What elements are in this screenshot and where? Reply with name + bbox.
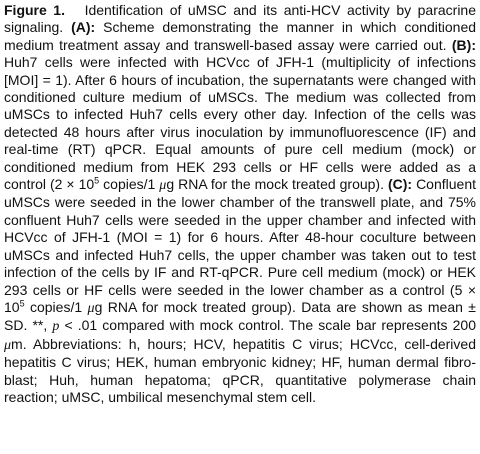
panel-c-text-scale: < .01 compared with mock control. The scale bar represents 200: [59, 317, 476, 334]
panel-c-text-stats: g RNA for mock treated group). Data are shown as mean ± SD. **,: [4, 298, 476, 334]
abbreviations-text: Abbreviations: h, hours; HCV, hepatitis C virus; HCVcc, cell-derived hepatitis C virus; HEK, human embryonic kidney; HF, human dermal fibroblast; Huh, human hepatoma; qPCR, quantitative polymerase chain reaction; uMSC, umbilical mesenchymal stem cell.: [4, 335, 476, 405]
panel-a-text: Scheme demonstrating the manner in which conditioned medium treatment assay and transwell-based assay were carried out.: [4, 19, 477, 53]
panel-c-text-cont: copies/1: [24, 298, 88, 315]
panel-c-text-end: m.: [11, 335, 27, 352]
panel-b-label: (B):: [451, 36, 476, 53]
panel-c-um-symbol: μ: [4, 337, 12, 353]
panel-b-exponent: 5: [94, 175, 100, 186]
panel-b-text: Huh7 cells were infected with HCVcc of JFH-1 (multiplicity of infections [MOI] = 1). After 6 hours of incubation, the supernatants were changed with conditioned culture medium of uMSCs. The medium was collected from uMSCs to infected Huh7 cells every other day. Infection of the cells was detected 48 hours after virus inoculation by immunofluorescence (IF) and real-time (RT) qPCR. Equal amounts of pure cell medium (mock) or conditioned medium from HEK 293 cells or HF cells were added as a control (2 × 10: [4, 54, 476, 193]
panel-b-text-cont: copies/1: [99, 176, 160, 193]
panel-b-mu-symbol: μ: [159, 178, 167, 194]
p-value-symbol: p: [52, 319, 60, 335]
panel-c-label: (C):: [387, 176, 413, 193]
panel-c-exponent: 5: [19, 298, 25, 309]
panel-b-text-end: g RNA for the mock treated group).: [166, 176, 384, 193]
figure-label: Figure 1.: [4, 2, 65, 18]
panel-c-text: Confluent uMSCs were seeded in the lower chamber of the transwell plate, and 75% confluent Huh7 cells were seeded in the upper chamber and infected with HCVcc of JFH-1 (MOI = 1) for 6 hours. After 48-hour coculture between uMSCs and infected Huh7 cells, the upper chamber was taken out to test infection of the cells by IF and RT-qPCR. Pure cell medium (mock) or HEK 293 cells or HF cells were seeded in the lower chamber as a control (5 × 10: [4, 176, 476, 315]
panel-a-label: (A):: [71, 19, 96, 36]
caption-title: Identification of uMSC and its anti-HCV activity by paracrine signaling.: [4, 2, 476, 36]
panel-c-mu-symbol: μ: [87, 300, 95, 316]
